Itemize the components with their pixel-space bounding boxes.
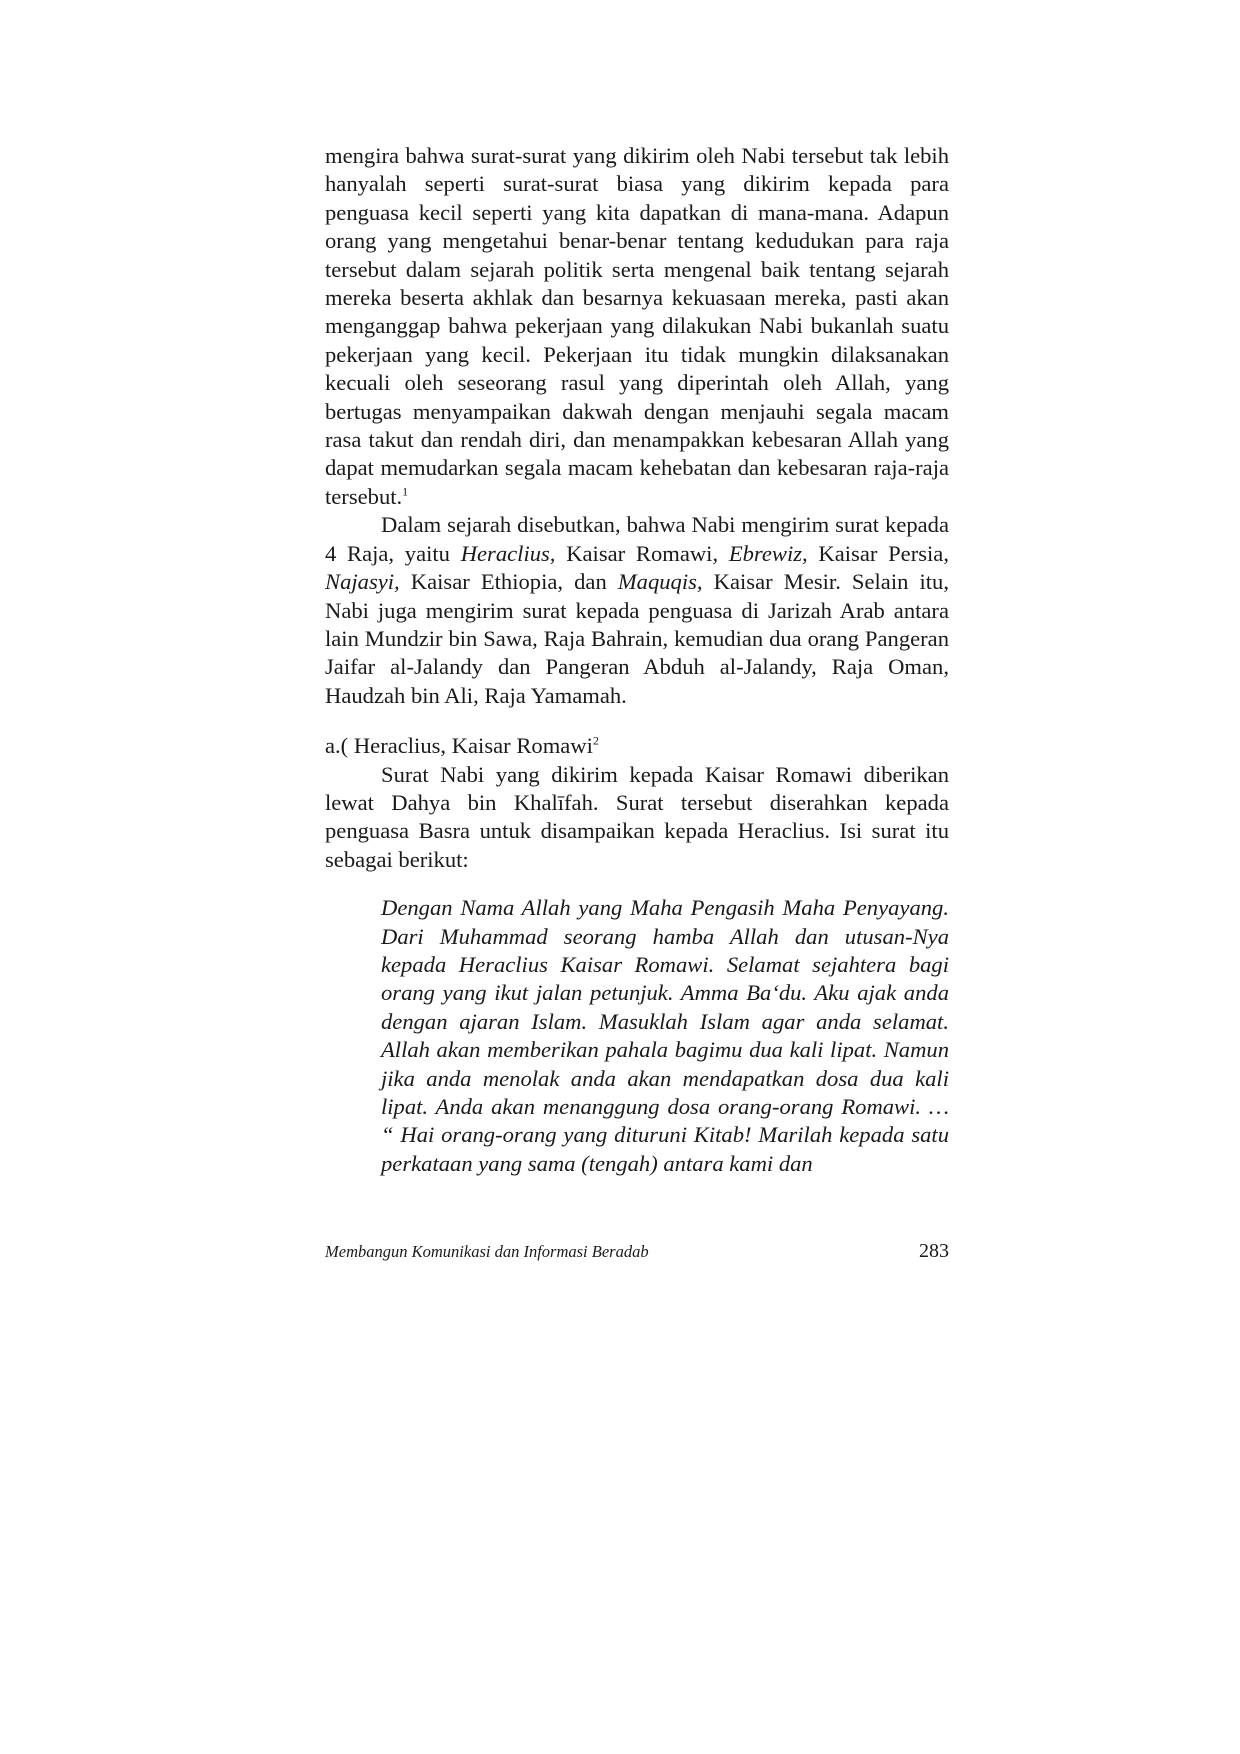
name-ebrewiz: Ebrewiz, [728,540,808,566]
paragraph-3 [325,761,949,875]
page-number: 283 [919,1240,949,1262]
name-heraclius: Heraclius, [460,540,556,566]
section-heading-text: a.( Heraclius, Kaisar Romawi [325,733,593,759]
footnote-marker-1[interactable]: 1 [402,484,409,499]
section-heading-a [325,732,949,760]
footnote-marker-2[interactable]: 2 [592,733,599,748]
paragraph-2 [325,511,949,710]
page-body [325,142,949,1178]
page-footer [325,1240,949,1268]
paragraph-3-text: Surat Nabi yang dikirim kepada Kaisar Romawi diberikan lewat Dahya bin Khalīfah. Surat tersebut diserahkan kepada penguasa Basra untuk disampaikan kepada Heraclius. Isi surat itu sebagai berikut: [325,761,949,872]
letter-quote-text: Dengan Nama Allah yang Maha Pengasih Maha Penyayang. Dari Muhammad seorang hamba Allah dan utusan-Nya kepada Heraclius Kaisar Romawi. Selamat sejahtera bagi orang yang ikut jalan petunjuk. Amma Ba‘du. Aku ajak anda dengan ajaran Islam. Masuklah Islam agar anda selamat. Allah akan memberikan pahala bagimu dua kali lipat. Namun jika anda menolak anda akan mendapatkan dosa dua kali lipat. Anda akan menanggung dosa orang-orang Romawi. … “ Hai orang-orang yang dituruni Kitab! Marilah kepada satu perkataan yang sama (tengah) antara kami dan [381,895,949,1176]
paragraph-2-text: Dalam sejarah disebutkan, bahwa Nabi mengirim surat kepada 4 Raja, yaitu [325,512,949,566]
name-maquqis: Maquqis, [617,569,703,595]
name-najasyi: Najasyi, [325,569,400,595]
paragraph-2-text: Kaisar Romawi, [555,540,729,566]
paragraph-2-text: Kaisar Mesir. Selain itu, Nabi juga mengirim surat kepada penguasa di Jarizah Arab antara lain Mundzir bin Sawa, Raja Bahrain, kemudian dua orang Pangeran Jaifar al-Jalandy dan Pangeran Abduh al-Jalandy, Raja Oman, Haudzah bin Ali, Raja Yamamah. [325,569,949,708]
paragraph-2-text: Kaisar Persia, [807,540,949,566]
paragraph-1-text: mengira bahwa surat-surat yang dikirim oleh Nabi tersebut tak lebih hanyalah seperti surat-surat biasa yang dikirim kepada para penguasa kecil seperti yang kita dapatkan di mana-mana. Adapun orang yang mengetahui benar-benar tentang kedudukan para raja tersebut dalam sejarah politik serta mengenal baik tentang sejarah mereka beserta akhlak dan besarnya kekuasaan mereka, pasti akan menganggap bahwa pekerjaan yang dilakukan Nabi bukanlah suatu pekerjaan yang kecil. Pekerjaan itu tidak mungkin dilaksanakan kecuali oleh seseorang rasul yang diperintah oleh Allah, yang bertugas menyampaikan dakwah dengan menjauhi segala macam rasa takut dan rendah diri, dan menampakkan kebesaran Allah yang dapat memudarkan segala macam kehebatan dan kebesaran raja-raja tersebut. [325,143,949,509]
letter-quote [381,894,949,1178]
paragraph-1 [325,142,949,511]
paragraph-2-text: Kaisar Ethiopia, dan [399,569,618,595]
book-title: Membangun Komunikasi dan Informasi Beradab [325,1242,649,1261]
